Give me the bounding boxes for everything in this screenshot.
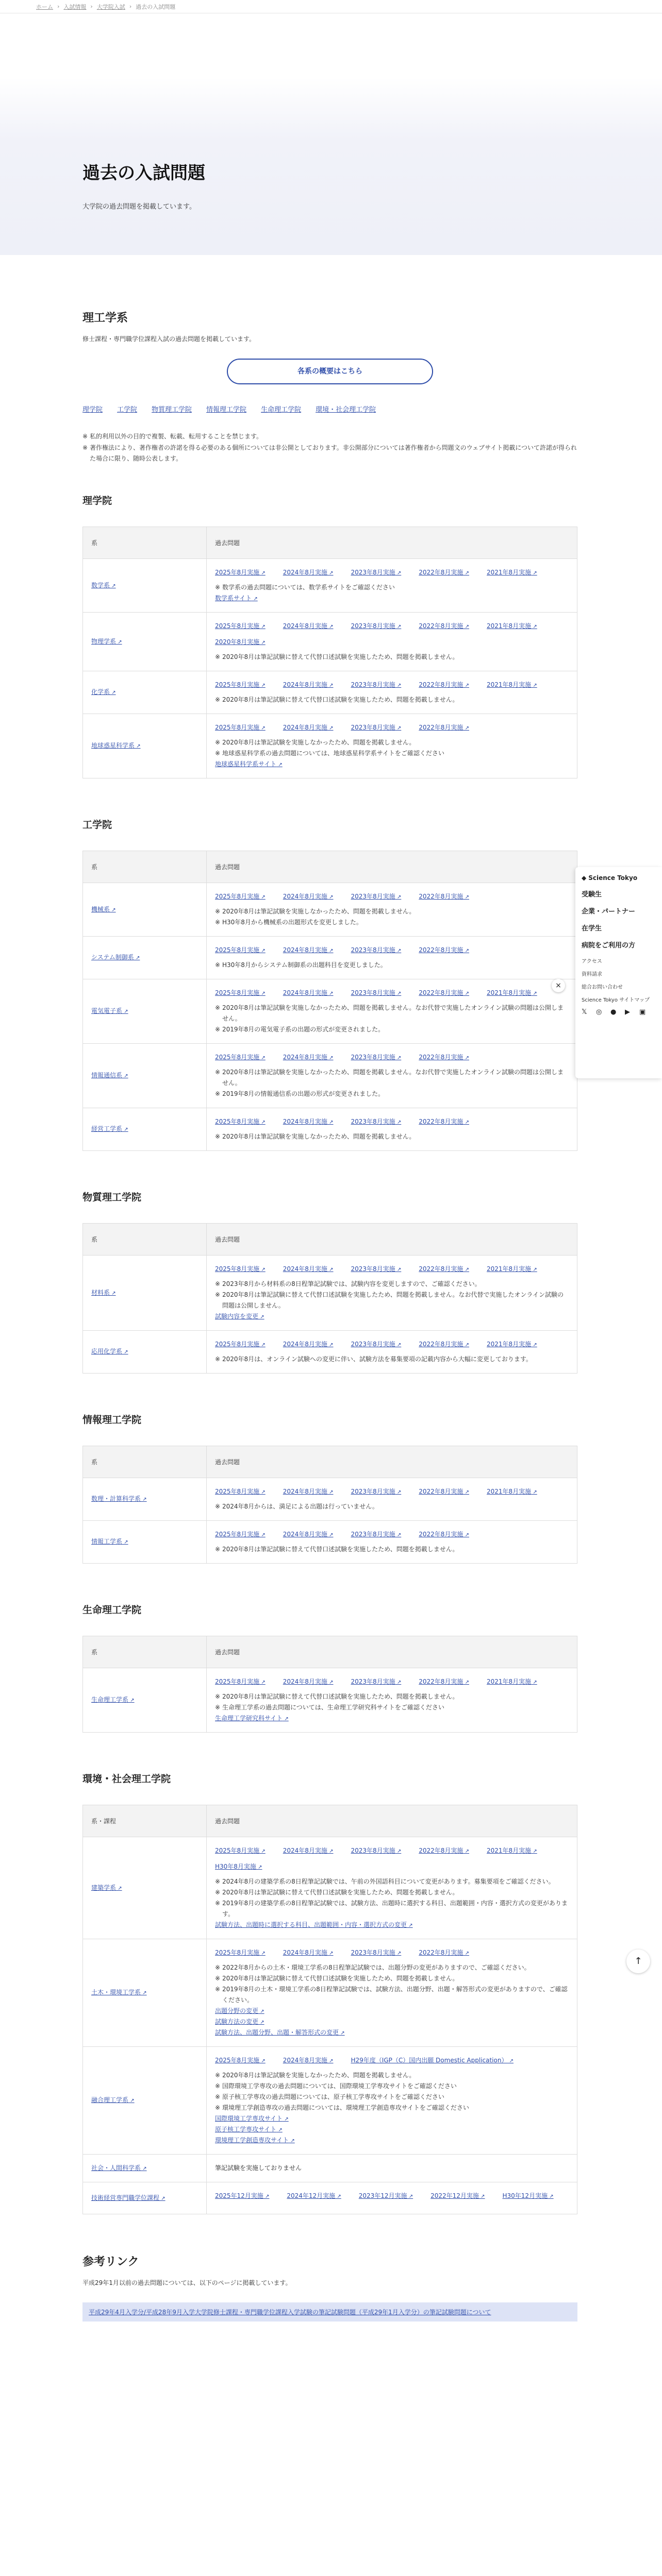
year-links bbox=[215, 891, 569, 902]
table-row bbox=[83, 1478, 577, 1520]
breadcrumb-admissions[interactable]: 入試情報 bbox=[63, 3, 87, 10]
dept-link[interactable]: 融合理工学系 ↗ bbox=[91, 2096, 135, 2104]
col-exams-header: 過去問題 bbox=[207, 1636, 577, 1668]
close-icon[interactable]: × bbox=[552, 979, 565, 992]
exam-note: ※ 2020年8月は筆記試験を実施しなかったため、問題を掲載しません。 bbox=[215, 906, 569, 917]
exam-year-link[interactable]: 2025年8月実施 ↗ bbox=[215, 1676, 266, 1687]
year-links bbox=[215, 722, 569, 733]
dept-link[interactable]: 情報工学系 ↗ bbox=[91, 1538, 128, 1545]
youtube-icon[interactable]: ▶ bbox=[625, 1008, 630, 1016]
exam-year-link[interactable]: 2025年8月実施 ↗ bbox=[215, 1947, 266, 1958]
school-anchor-nav bbox=[82, 404, 577, 414]
dept-link[interactable]: 材料系 ↗ bbox=[91, 1289, 116, 1296]
exams-cell bbox=[207, 1108, 577, 1150]
exam-note: ※ 原子核工学専攻の過去問題については、原子核工学専攻サイトをご確認ください bbox=[215, 2092, 569, 2103]
exam-note: ※ 2019年8月の建築学系の8日程筆記試験では、試験方法、出題時に選択する科目、出題範囲・内容・選択方式の変更があります。 bbox=[215, 1898, 569, 1920]
overview-button[interactable]: 各系の概要はこちら bbox=[227, 359, 433, 384]
exam-year-link[interactable]: 2024年8月実施 ↗ bbox=[283, 1264, 334, 1275]
year-links bbox=[215, 1052, 569, 1063]
exam-note: ※ 国際環境工学専攻の過去問題については、国際環境工学専攻サイトをご確認ください bbox=[215, 2081, 569, 2092]
side-panel-link[interactable]: 受験生 bbox=[582, 891, 602, 899]
dept-link[interactable]: システム制御系 ↗ bbox=[91, 954, 140, 961]
table-header-row bbox=[83, 1636, 577, 1668]
dept-link[interactable]: 物理学系 ↗ bbox=[91, 638, 122, 645]
exam-year-link[interactable]: 2024年8月実施 ↗ bbox=[283, 621, 334, 632]
exam-note: ※ 2024年8月からは、満足による出題は行っていません。 bbox=[215, 1501, 569, 1512]
exam-year-link[interactable]: 2023年8月実施 ↗ bbox=[351, 988, 402, 998]
dept-link[interactable]: 応用化学系 ↗ bbox=[91, 1348, 128, 1355]
exam-note: ※ 2024年8月の建築学系の8日程筆記試験では、午前の外国語科目について変更があります。募集要項をご確認ください。 bbox=[215, 1876, 569, 1887]
year-links bbox=[215, 2191, 569, 2201]
dept-link[interactable]: 数学系 ↗ bbox=[91, 582, 116, 589]
side-panel bbox=[575, 867, 662, 1078]
related-site-link[interactable]: 試験内容を変更 ↗ bbox=[215, 1311, 569, 1322]
dept-cell bbox=[83, 1520, 207, 1563]
exam-year-link[interactable]: 2023年8月実施 ↗ bbox=[351, 722, 402, 733]
exam-note: ※ 2019年8月の情報通信系の出題の形式が変更されました。 bbox=[215, 1089, 569, 1099]
exam-year-link[interactable]: 2022年12月実施 ↗ bbox=[431, 2191, 485, 2201]
dept-link[interactable]: 数理・計算科学系 ↗ bbox=[91, 1495, 147, 1502]
dept-cell bbox=[83, 883, 207, 936]
dept-cell bbox=[83, 2182, 207, 2214]
exam-note: ※ 2020年8月は筆記試験を実施しなかったため、問題を掲載しません。なお代替で実施したオンライン試験の問題は公開しません。 bbox=[215, 1067, 569, 1089]
exams-cell bbox=[207, 936, 577, 979]
exam-year-link[interactable]: 2022年8月実施 ↗ bbox=[419, 988, 469, 998]
related-site-link[interactable]: 試験方法の変更 ↗ bbox=[215, 2016, 569, 2027]
dept-cell bbox=[83, 1108, 207, 1150]
exam-year-link[interactable]: 2021年8月実施 ↗ bbox=[487, 567, 537, 578]
related-site-link[interactable]: 原子核工学専攻サイト ↗ bbox=[215, 2124, 569, 2135]
exam-note: ※ 2020年8月は筆記試験に替えて代替口述試験を実施したため、問題を掲載しません。 bbox=[215, 1973, 569, 1984]
exam-year-link[interactable]: 2024年8月実施 ↗ bbox=[283, 891, 334, 902]
exam-year-link[interactable]: 2024年8月実施 ↗ bbox=[283, 1116, 334, 1127]
exam-year-link[interactable]: 2024年8月実施 ↗ bbox=[283, 988, 334, 998]
anchor-link[interactable]: 情報理工学院 bbox=[206, 406, 247, 414]
breadcrumb-graduate[interactable]: 大学院入試 bbox=[96, 3, 125, 10]
dept-cell bbox=[83, 2154, 207, 2182]
table-row bbox=[83, 1108, 577, 1150]
exam-year-link[interactable]: 2022年8月実施 ↗ bbox=[419, 680, 469, 690]
exam-year-link[interactable]: 2022年8月実施 ↗ bbox=[419, 1339, 469, 1350]
references-title: 参考リンク bbox=[82, 2255, 139, 2268]
exam-year-link[interactable]: 2025年8月実施 ↗ bbox=[215, 1116, 266, 1127]
exam-note: ※ 2020年8月は筆記試験を実施しなかったため、問題を掲載しません。なお代替で実施したオンライン試験の問題は公開しません。 bbox=[215, 1003, 569, 1024]
exam-table bbox=[82, 527, 577, 778]
exam-year-link[interactable]: H30年12月実施 ↗ bbox=[503, 2191, 554, 2201]
exam-note: ※ 生命理工学系の過去問題については、生命理工学研究科サイトをご確認ください bbox=[215, 1702, 569, 1713]
breadcrumb-home[interactable]: ホーム bbox=[36, 3, 53, 10]
dept-cell bbox=[83, 1668, 207, 1732]
exam-year-link[interactable]: 2025年8月実施 ↗ bbox=[215, 1264, 266, 1275]
exam-year-link[interactable]: 2022年8月実施 ↗ bbox=[419, 891, 469, 902]
exam-table bbox=[82, 1446, 577, 1564]
exam-year-link[interactable]: 2022年8月実施 ↗ bbox=[419, 1052, 469, 1063]
references-text: 平成29年1月以前の過去問題については、以下のページに掲載しています。 bbox=[82, 2279, 292, 2286]
col-exams-header: 過去問題 bbox=[207, 1446, 577, 1478]
exam-table bbox=[82, 1805, 577, 2214]
year-links bbox=[215, 567, 569, 578]
page-subtitle: 大学院の過去問題を掲載しています。 bbox=[82, 203, 196, 211]
dept-cell bbox=[83, 714, 207, 778]
exam-year-link[interactable]: 2023年8月実施 ↗ bbox=[351, 1529, 402, 1540]
table-row bbox=[83, 2046, 577, 2154]
related-site-link[interactable]: 数学系サイト ↗ bbox=[215, 593, 569, 604]
exam-year-link[interactable]: 2021年8月実施 ↗ bbox=[487, 621, 537, 632]
exams-cell bbox=[207, 883, 577, 936]
school-heading: 理学院 bbox=[82, 495, 112, 506]
exam-note: ※ H30年8月からシステム制御系の出題科目を変更しました。 bbox=[215, 960, 569, 971]
exam-year-link[interactable]: 2021年8月実施 ↗ bbox=[487, 1339, 537, 1350]
exam-year-link[interactable]: 2022年8月実施 ↗ bbox=[419, 722, 469, 733]
exam-table bbox=[82, 1223, 577, 1374]
references-link[interactable]: 平成29年4月入学分/平成28年9月入学大学院修士課程・専門職学位課程入学試験の筆記試験問題（平成29年1月入学分）の筆記試験問題について bbox=[89, 2308, 491, 2316]
table-row bbox=[83, 671, 577, 714]
exam-year-link[interactable]: 2025年8月実施 ↗ bbox=[215, 1529, 266, 1540]
side-panel-secondary bbox=[582, 957, 656, 1003]
anchor-link[interactable]: 工学院 bbox=[117, 406, 138, 414]
col-dept-header: 系 bbox=[83, 1223, 207, 1255]
year-links bbox=[215, 945, 569, 956]
side-panel-brand[interactable]: ◆ Science Tokyo bbox=[582, 874, 638, 882]
table-header-row bbox=[83, 1805, 577, 1837]
exam-year-link[interactable]: 2021年8月実施 ↗ bbox=[487, 1264, 537, 1275]
exam-year-link[interactable]: 2021年8月実施 ↗ bbox=[487, 1845, 537, 1856]
exams-cell bbox=[207, 1043, 577, 1108]
exam-year-link[interactable]: 2024年8月実施 ↗ bbox=[283, 1845, 334, 1856]
dept-cell bbox=[83, 1939, 207, 2046]
school-heading: 工学院 bbox=[82, 819, 112, 831]
table-row bbox=[83, 2154, 577, 2182]
linkedin-icon[interactable]: ▣ bbox=[639, 1008, 646, 1016]
x-icon[interactable]: 𝕏 bbox=[582, 1008, 587, 1016]
logo-icon: ◆ bbox=[582, 874, 587, 882]
dept-cell bbox=[83, 1043, 207, 1108]
exam-note: ※ 2020年8月は筆記試験に替えて代替口述試験を実施したため、問題を掲載しません。 bbox=[215, 652, 569, 663]
exams-cell bbox=[207, 1939, 577, 2046]
exam-year-link[interactable]: 2025年12月実施 ↗ bbox=[215, 2191, 269, 2201]
exam-year-link[interactable]: 2024年8月実施 ↗ bbox=[283, 1052, 334, 1063]
exam-year-link[interactable]: 2024年8月実施 ↗ bbox=[283, 1529, 334, 1540]
exam-year-link[interactable]: 2023年8月実施 ↗ bbox=[351, 1052, 402, 1063]
col-exams-header: 過去問題 bbox=[207, 851, 577, 883]
exam-year-link[interactable]: 2022年8月実施 ↗ bbox=[419, 945, 469, 956]
dept-link[interactable]: 経営工学系 ↗ bbox=[91, 1125, 128, 1132]
table-row bbox=[83, 1043, 577, 1108]
exam-note: ※ 数学系の過去問題については、数学系サイトをご確認ください bbox=[215, 582, 569, 593]
exam-year-link[interactable]: 2023年8月実施 ↗ bbox=[351, 621, 402, 632]
dept-link[interactable]: 電気電子系 ↗ bbox=[91, 1007, 128, 1014]
exam-table bbox=[82, 1636, 577, 1733]
exam-year-link[interactable]: 2022年8月実施 ↗ bbox=[419, 621, 469, 632]
table-row bbox=[83, 1330, 577, 1373]
dept-cell bbox=[83, 671, 207, 714]
exam-year-link[interactable]: 2023年8月実施 ↗ bbox=[351, 1947, 402, 1958]
section-title: 理工学系 bbox=[82, 312, 128, 325]
exam-note: ※ 2020年8月は筆記試験に替えて代替口述試験を実施したため、問題を掲載しません。 bbox=[215, 1544, 569, 1555]
year-links bbox=[215, 1486, 569, 1497]
related-site-link[interactable]: 環境理工学創造専攻サイト ↗ bbox=[215, 2135, 569, 2146]
col-exams-header: 過去問題 bbox=[207, 1223, 577, 1255]
exam-year-link[interactable]: 2025年8月実施 ↗ bbox=[215, 1486, 266, 1497]
exam-year-link[interactable]: 2025年8月実施 ↗ bbox=[215, 567, 266, 578]
exam-year-link[interactable]: 2021年8月実施 ↗ bbox=[487, 1486, 537, 1497]
exam-year-link[interactable]: 2024年8月実施 ↗ bbox=[283, 945, 334, 956]
table-row bbox=[83, 1255, 577, 1330]
exams-cell bbox=[207, 671, 577, 714]
exam-year-link[interactable]: 2025年8月実施 ↗ bbox=[215, 680, 266, 690]
sns-links bbox=[582, 1008, 656, 1016]
exams-cell bbox=[207, 558, 577, 612]
exam-year-link[interactable]: 2024年8月実施 ↗ bbox=[283, 1947, 334, 1958]
exam-note: ※ 2022年8月からの土木・環境工学系の8日程筆記試験では、出題分野の変更がありますので、ご確認ください。 bbox=[215, 1962, 569, 1973]
exam-year-link[interactable]: 2022年8月実施 ↗ bbox=[419, 1116, 469, 1127]
exam-note: ※ 2023年8月から材料系の8日程筆記試験では、試験内容を変更しますので、ご確認ください。 bbox=[215, 1279, 569, 1290]
dept-link[interactable]: 地球惑星科学系 ↗ bbox=[91, 742, 141, 749]
side-panel-sublink[interactable]: 資料請求 bbox=[582, 972, 602, 977]
exam-year-link[interactable]: 2023年8月実施 ↗ bbox=[351, 891, 402, 902]
main-content bbox=[82, 309, 577, 2321]
table-row bbox=[83, 2182, 577, 2214]
exam-year-link[interactable]: 2024年8月実施 ↗ bbox=[283, 1486, 334, 1497]
table-row bbox=[83, 979, 577, 1043]
exam-year-link[interactable]: 2025年8月実施 ↗ bbox=[215, 2055, 266, 2066]
exam-note: ※ 2020年8月は、オンライン試験への変更に伴い、試験方法を募集要項の記載内容から大幅に変更しております。 bbox=[215, 1354, 569, 1365]
dept-link[interactable]: 建築学系 ↗ bbox=[91, 1884, 122, 1891]
exam-year-link[interactable]: 2023年8月実施 ↗ bbox=[351, 945, 402, 956]
exams-cell bbox=[207, 1520, 577, 1563]
table-header-row bbox=[83, 1223, 577, 1255]
col-dept-header: 系 bbox=[83, 851, 207, 883]
exam-note: ※ 2019年8月の電気電子系の出題の形式が変更されました。 bbox=[215, 1024, 569, 1035]
col-dept-header: 系 bbox=[83, 1636, 207, 1668]
table-row bbox=[83, 1520, 577, 1563]
year-links bbox=[215, 1845, 569, 1872]
exam-year-link[interactable]: 2022年8月実施 ↗ bbox=[419, 567, 469, 578]
school-heading: 物質理工学院 bbox=[82, 1191, 142, 1203]
side-panel-sublink[interactable]: Science Tokyo サイトマップ bbox=[582, 997, 650, 1003]
anchor-link[interactable]: 環境・社会理工学院 bbox=[316, 406, 376, 414]
exam-year-link[interactable]: 2022年8月実施 ↗ bbox=[419, 1264, 469, 1275]
year-links bbox=[215, 1529, 569, 1540]
year-links bbox=[215, 1116, 569, 1127]
exams-cell bbox=[207, 1668, 577, 1732]
section-lead: 修士課程・専門職学位課程入試の過去問題を掲載しています。 bbox=[82, 335, 256, 343]
exam-note: ※ 2020年8月は筆記試験に替えて代替口述試験を実施したため、問題を掲載しません。 bbox=[215, 1691, 569, 1702]
exam-year-link[interactable]: 2025年8月実施 ↗ bbox=[215, 1339, 266, 1350]
side-panel-link[interactable]: 企業・パートナー bbox=[582, 908, 636, 916]
school-heading: 情報理工学院 bbox=[82, 1414, 142, 1426]
col-dept-header: 系・課程 bbox=[83, 1805, 207, 1837]
exam-year-link[interactable]: 2022年8月実施 ↗ bbox=[419, 1947, 469, 1958]
exams-cell bbox=[207, 979, 577, 1043]
exams-cell bbox=[207, 2046, 577, 2154]
side-panel-link[interactable]: 病院をご利用の方 bbox=[582, 942, 636, 950]
schools-container bbox=[82, 493, 577, 2214]
exam-year-link[interactable]: 2023年12月実施 ↗ bbox=[359, 2191, 413, 2201]
exam-year-link[interactable]: 2020年8月実施 ↗ bbox=[215, 637, 266, 648]
dept-cell bbox=[83, 1255, 207, 1330]
exam-year-link[interactable]: 2025年8月実施 ↗ bbox=[215, 1052, 266, 1063]
breadcrumb: ホーム › 入試情報 › 大学院入試 › 過去の入試問題 bbox=[0, 0, 662, 13]
col-dept-header: 系 bbox=[83, 527, 207, 558]
year-links bbox=[215, 1676, 569, 1687]
exam-year-link[interactable]: 2023年8月実施 ↗ bbox=[351, 680, 402, 690]
exam-year-link[interactable]: 2024年12月実施 ↗ bbox=[287, 2191, 341, 2201]
table-row bbox=[83, 936, 577, 979]
table-row bbox=[83, 714, 577, 778]
col-exams-header: 過去問題 bbox=[207, 1805, 577, 1837]
exams-cell bbox=[207, 2182, 577, 2214]
exam-note: ※ 2020年8月は筆記試験に替えて代替口述試験を実施したため、問題を掲載しません。なお代替で実施したオンライン試験の問題は公開しません。 bbox=[215, 1290, 569, 1311]
exam-year-link[interactable]: 2023年8月実施 ↗ bbox=[351, 567, 402, 578]
dept-cell bbox=[83, 1330, 207, 1373]
dept-cell bbox=[83, 979, 207, 1043]
exams-cell bbox=[207, 1255, 577, 1330]
exam-year-link[interactable]: 2025年8月実施 ↗ bbox=[215, 891, 266, 902]
side-panel-link[interactable]: 在学生 bbox=[582, 925, 602, 933]
year-links bbox=[215, 2055, 569, 2066]
table-row bbox=[83, 1668, 577, 1732]
exam-year-link[interactable]: 2025年8月実施 ↗ bbox=[215, 988, 266, 998]
exam-year-link[interactable]: 2021年8月実施 ↗ bbox=[487, 988, 537, 998]
exam-note: ※ 2019年8月の土木・環境工学系の8日程筆記試験では、試験方法、出題分野、出題・解答形式の変更がありますので、ご確認ください。 bbox=[215, 1984, 569, 2006]
side-panel-sublink[interactable]: 総合お問い合わせ bbox=[582, 985, 623, 990]
dept-cell bbox=[83, 612, 207, 671]
exams-cell bbox=[207, 1478, 577, 1520]
anchor-link[interactable]: 物質理工学院 bbox=[152, 406, 192, 414]
table-header-row bbox=[83, 527, 577, 558]
related-site-link[interactable]: 試験方法、出題時に選択する科目、出題範囲・内容・選択方式の変更 ↗ bbox=[215, 1920, 569, 1930]
exam-year-link[interactable]: 2022年8月実施 ↗ bbox=[419, 1486, 469, 1497]
side-panel-sublink[interactable]: アクセス bbox=[582, 959, 602, 964]
related-site-link[interactable]: 試験方法、出題分野、出題・解答形式の変更 ↗ bbox=[215, 2027, 569, 2038]
col-exams-header: 過去問題 bbox=[207, 527, 577, 558]
dept-cell bbox=[83, 2046, 207, 2154]
exam-year-link[interactable]: 2024年8月実施 ↗ bbox=[283, 1676, 334, 1687]
exam-year-link[interactable]: 2023年8月実施 ↗ bbox=[351, 1264, 402, 1275]
table-row bbox=[83, 883, 577, 936]
exam-year-link[interactable]: 2023年8月実施 ↗ bbox=[351, 1339, 402, 1350]
year-links bbox=[215, 1264, 569, 1275]
scroll-to-top-button[interactable]: ↑ bbox=[626, 1950, 650, 1973]
exam-year-link[interactable]: 2025年8月実施 ↗ bbox=[215, 621, 266, 632]
related-site-link[interactable]: 生命理工学研究科サイト ↗ bbox=[215, 1713, 569, 1724]
exam-note: ※ 2020年8月は筆記試験を実施しなかったため、問題を掲載しません。 bbox=[215, 1131, 569, 1142]
dept-cell bbox=[83, 558, 207, 612]
exam-note: ※ 2020年8月は筆記試験を実施しなかったため、問題を掲載しません。 bbox=[215, 737, 569, 748]
dept-cell bbox=[83, 1478, 207, 1520]
exam-note: ※ 2020年8月は筆記試験に替えて代替口述試験を実施したため、問題を掲載しません。 bbox=[215, 1887, 569, 1898]
exam-year-link[interactable]: 2024年8月実施 ↗ bbox=[283, 567, 334, 578]
school-heading: 環境・社会理工学院 bbox=[82, 1773, 171, 1785]
exam-year-link[interactable]: H29年度（IGP（C）国内出願 Domestic Application） ↗ bbox=[351, 2055, 514, 2066]
exam-year-link[interactable]: 2023年8月実施 ↗ bbox=[351, 1116, 402, 1127]
exam-note: ※ 2020年8月は筆記試験に替えて代替口述試験を実施したため、問題を掲載しません。 bbox=[215, 694, 569, 705]
side-panel-primary bbox=[582, 889, 656, 950]
exams-cell bbox=[207, 2154, 577, 2182]
exam-year-link[interactable]: 2021年8月実施 ↗ bbox=[487, 680, 537, 690]
anchor-link[interactable]: 理学院 bbox=[82, 406, 103, 414]
exam-note: ※ 地球惑星科学系の過去問題については、地球惑星科学系サイトをご確認ください bbox=[215, 748, 569, 759]
anchor-link[interactable]: 生命理工学院 bbox=[261, 406, 302, 414]
exam-year-link[interactable]: 2021年8月実施 ↗ bbox=[487, 1676, 537, 1687]
exam-year-link[interactable]: 2022年8月実施 ↗ bbox=[419, 1529, 469, 1540]
related-site-link[interactable]: 地球惑星科学系サイト ↗ bbox=[215, 759, 569, 770]
related-site-link[interactable]: 出題分野の変更 ↗ bbox=[215, 2006, 569, 2016]
breadcrumb-current: 過去の入試問題 bbox=[136, 3, 176, 10]
year-links bbox=[215, 988, 569, 998]
dept-link[interactable]: 社会・人間科学系 ↗ bbox=[91, 2164, 147, 2172]
exams-cell bbox=[207, 714, 577, 778]
year-links bbox=[215, 621, 569, 648]
exam-year-link[interactable]: H30年8月実施 ↗ bbox=[215, 1861, 262, 1872]
dept-link[interactable]: 生命理工学系 ↗ bbox=[91, 1696, 135, 1703]
references-box bbox=[82, 2302, 577, 2321]
dept-link[interactable]: 土木・環境工学系 ↗ bbox=[91, 1989, 147, 1996]
exam-year-link[interactable]: 2024年8月実施 ↗ bbox=[283, 680, 334, 690]
exam-year-link[interactable]: 2023年8月実施 ↗ bbox=[351, 1676, 402, 1687]
exam-year-link[interactable]: 2022年8月実施 ↗ bbox=[419, 1845, 469, 1856]
exams-cell bbox=[207, 612, 577, 671]
year-links bbox=[215, 1339, 569, 1350]
exam-year-link[interactable]: 2022年8月実施 ↗ bbox=[419, 1676, 469, 1687]
note-item: ※ 私的利用以外の目的で複製、転載、転用することを禁じます。 bbox=[82, 431, 577, 443]
dept-link[interactable]: 技術経営専門職学位課程 ↗ bbox=[91, 2194, 166, 2201]
page-title: 過去の入試問題 bbox=[82, 163, 205, 183]
dept-link[interactable]: 化学系 ↗ bbox=[91, 688, 116, 696]
table-row bbox=[83, 1837, 577, 1939]
related-site-link[interactable]: 国際環境工学専攻サイト ↗ bbox=[215, 2113, 569, 2124]
exam-table bbox=[82, 851, 577, 1151]
table-header-row bbox=[83, 851, 577, 883]
section-notes bbox=[82, 431, 577, 465]
exam-note: ※ 2020年8月は筆記試験を実施しなかったため、問題を掲載しません。 bbox=[215, 2070, 569, 2081]
table-row bbox=[83, 1939, 577, 2046]
exam-year-link[interactable]: 2023年8月実施 ↗ bbox=[351, 1845, 402, 1856]
dept-cell bbox=[83, 1837, 207, 1939]
table-header-row bbox=[83, 1446, 577, 1478]
exam-year-link[interactable]: 2023年8月実施 ↗ bbox=[351, 1486, 402, 1497]
dept-link[interactable]: 情報通信系 ↗ bbox=[91, 1072, 128, 1079]
school-heading: 生命理工学院 bbox=[82, 1604, 142, 1616]
exam-year-link[interactable]: 2025年8月実施 ↗ bbox=[215, 722, 266, 733]
year-links bbox=[215, 680, 569, 690]
instagram-icon[interactable]: ◎ bbox=[596, 1008, 602, 1016]
exam-year-link[interactable]: 2025年8月実施 ↗ bbox=[215, 1845, 266, 1856]
exam-year-link[interactable]: 2024年8月実施 ↗ bbox=[283, 722, 334, 733]
table-row bbox=[83, 612, 577, 671]
note-item: ※ 著作権法により、著作権者の許諾を得る必要のある個所については非公開としております。非公開部分については著作権者から問題文のウェブサイト掲載について許諾が得られた場合に限り、随時公表します。 bbox=[82, 443, 577, 465]
exams-cell bbox=[207, 1837, 577, 1939]
dept-cell bbox=[83, 936, 207, 979]
col-dept-header: 系 bbox=[83, 1446, 207, 1478]
exam-note: ※ H30年8月から機械系の出題形式を変更しました。 bbox=[215, 917, 569, 928]
exam-year-link[interactable]: 2024年8月実施 ↗ bbox=[283, 2055, 334, 2066]
plain-note: 筆記試験を実施しておりません bbox=[215, 2164, 302, 2172]
exams-cell bbox=[207, 1330, 577, 1373]
dept-link[interactable]: 機械系 ↗ bbox=[91, 906, 116, 913]
facebook-icon[interactable]: ● bbox=[610, 1008, 617, 1016]
exam-year-link[interactable]: 2024年8月実施 ↗ bbox=[283, 1339, 334, 1350]
exam-year-link[interactable]: 2025年8月実施 ↗ bbox=[215, 945, 266, 956]
exam-note: ※ 環境理工学創造専攻の過去問題については、環境理工学創造専攻サイトをご確認ください bbox=[215, 2103, 569, 2113]
page-hero bbox=[0, 77, 662, 255]
year-links bbox=[215, 1947, 569, 1958]
table-row bbox=[83, 558, 577, 612]
